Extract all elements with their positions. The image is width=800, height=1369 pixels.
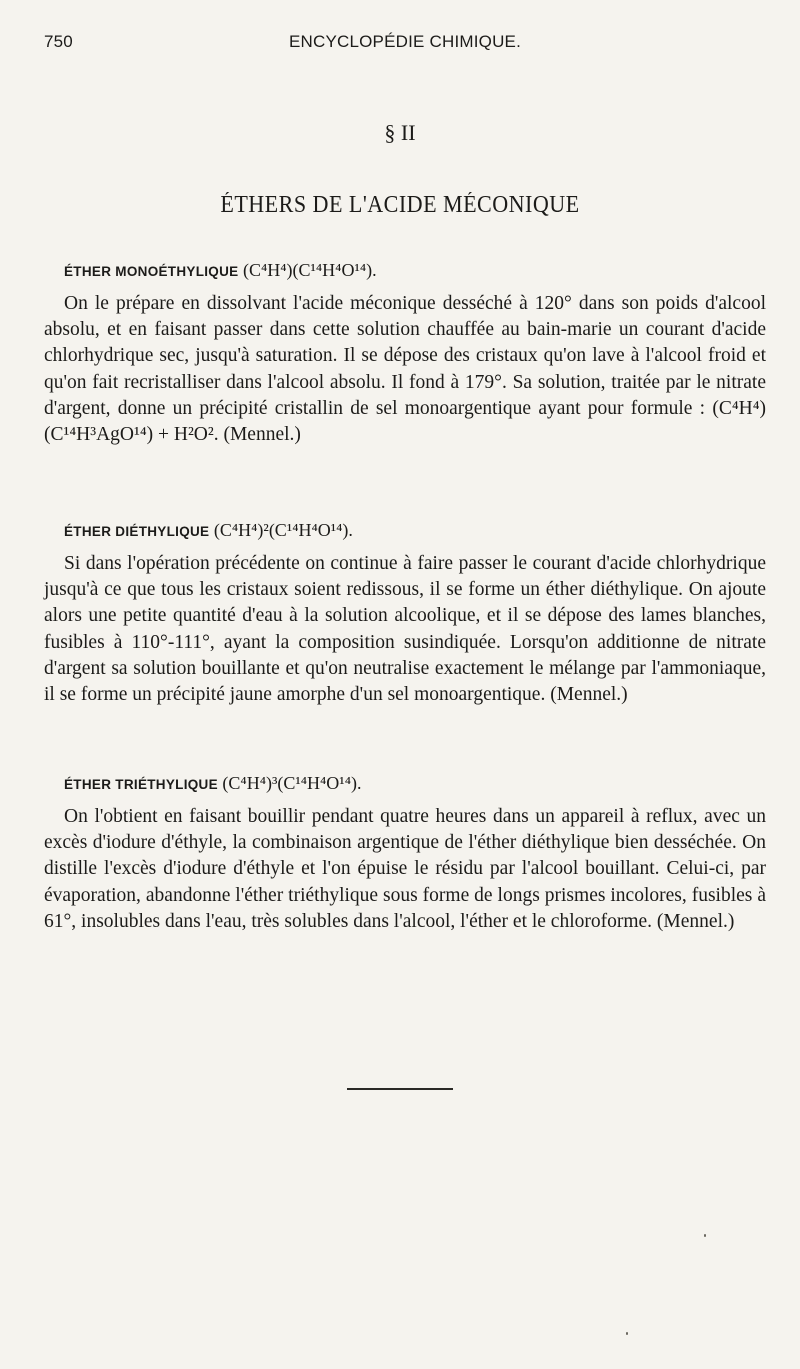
subheading-label: ÉTHER TRIÉTHYLIQUE	[64, 777, 218, 792]
paper-speck	[704, 1234, 706, 1237]
paragraph-diethyl: Si dans l'opération précédente on continue à faire passer le courant d'acide chlorhydrique jusqu'à ce que tous les cristaux soient redissous, il se forme un éther diéthylique. On ajoute alors une petite quantité d'eau à la solution alcoolique, et il se dépose des lames blanches, fusibles à 110°-111°, ayant la composition susindiquée. Lorsqu'on additionne de nitrate d'argent sa solution bouillante et qu'on neutralise exactement le mélange par l'ammoniaque, il se forme un précipité jaune amorphe d'un sel monoargentique. (Mennel.)	[44, 553, 766, 706]
subheading-monoethyl	[64, 260, 377, 281]
subheading-diethyl	[64, 520, 353, 541]
paragraph-monoethyl: On le prépare en dissolvant l'acide méconique desséché à 120° dans son poids d'alcool absolu, et en faisant passer dans cette solution chauffée au bain-marie un courant d'acide chlorhydrique sec, jusqu'à saturation. Il se dépose des cristaux qu'on lave à l'alcool froid et qu'on fait recristalliser dans l'alcool absolu. Il fond à 179°. Sa solution, traitée par le nitrate d'argent, donne un précipité cristallin de sel monoargentique ayant pour formule : (C⁴H⁴)(C¹⁴H³AgO¹⁴) + H²O². (Mennel.)	[44, 293, 766, 446]
section-end-rule	[347, 1088, 453, 1090]
section-number: § II	[384, 120, 416, 145]
subheading-label: ÉTHER MONOÉTHYLIQUE	[64, 264, 239, 279]
running-header	[44, 32, 766, 56]
section-title: ÉTHERS DE L'ACIDE MÉCONIQUE	[220, 192, 580, 218]
subheading-label: ÉTHER DIÉTHYLIQUE	[64, 524, 210, 539]
running-title: ENCYCLOPÉDIE CHIMIQUE.	[288, 32, 522, 51]
chemical-formula: (C⁴H⁴)²(C¹⁴H⁴O¹⁴).	[213, 520, 353, 540]
chemical-formula: (C⁴H⁴)(C¹⁴H⁴O¹⁴).	[242, 260, 377, 280]
paragraph-triethyl: On l'obtient en faisant bouillir pendant quatre heures dans un appareil à reflux, avec un excès d'iodure d'éthyle, la combinaison argentique de l'éther diéthylique bien desséchée. On distille l'excès d'iodure d'éthyle et l'on épuise le résidu par l'alcool bouillant. Celui-ci, par évaporation, abandonne l'éther triéthylique sous forme de longs prismes incolores, fusibles à 61°, insolubles dans l'eau, très solubles dans l'alcool, l'éther et le chloroforme. (Mennel.)	[44, 806, 766, 932]
page-number: 750	[44, 32, 73, 51]
subheading-triethyl	[64, 773, 361, 794]
chemical-formula: (C⁴H⁴)³(C¹⁴H⁴O¹⁴).	[222, 773, 362, 793]
paper-speck	[626, 1332, 628, 1335]
